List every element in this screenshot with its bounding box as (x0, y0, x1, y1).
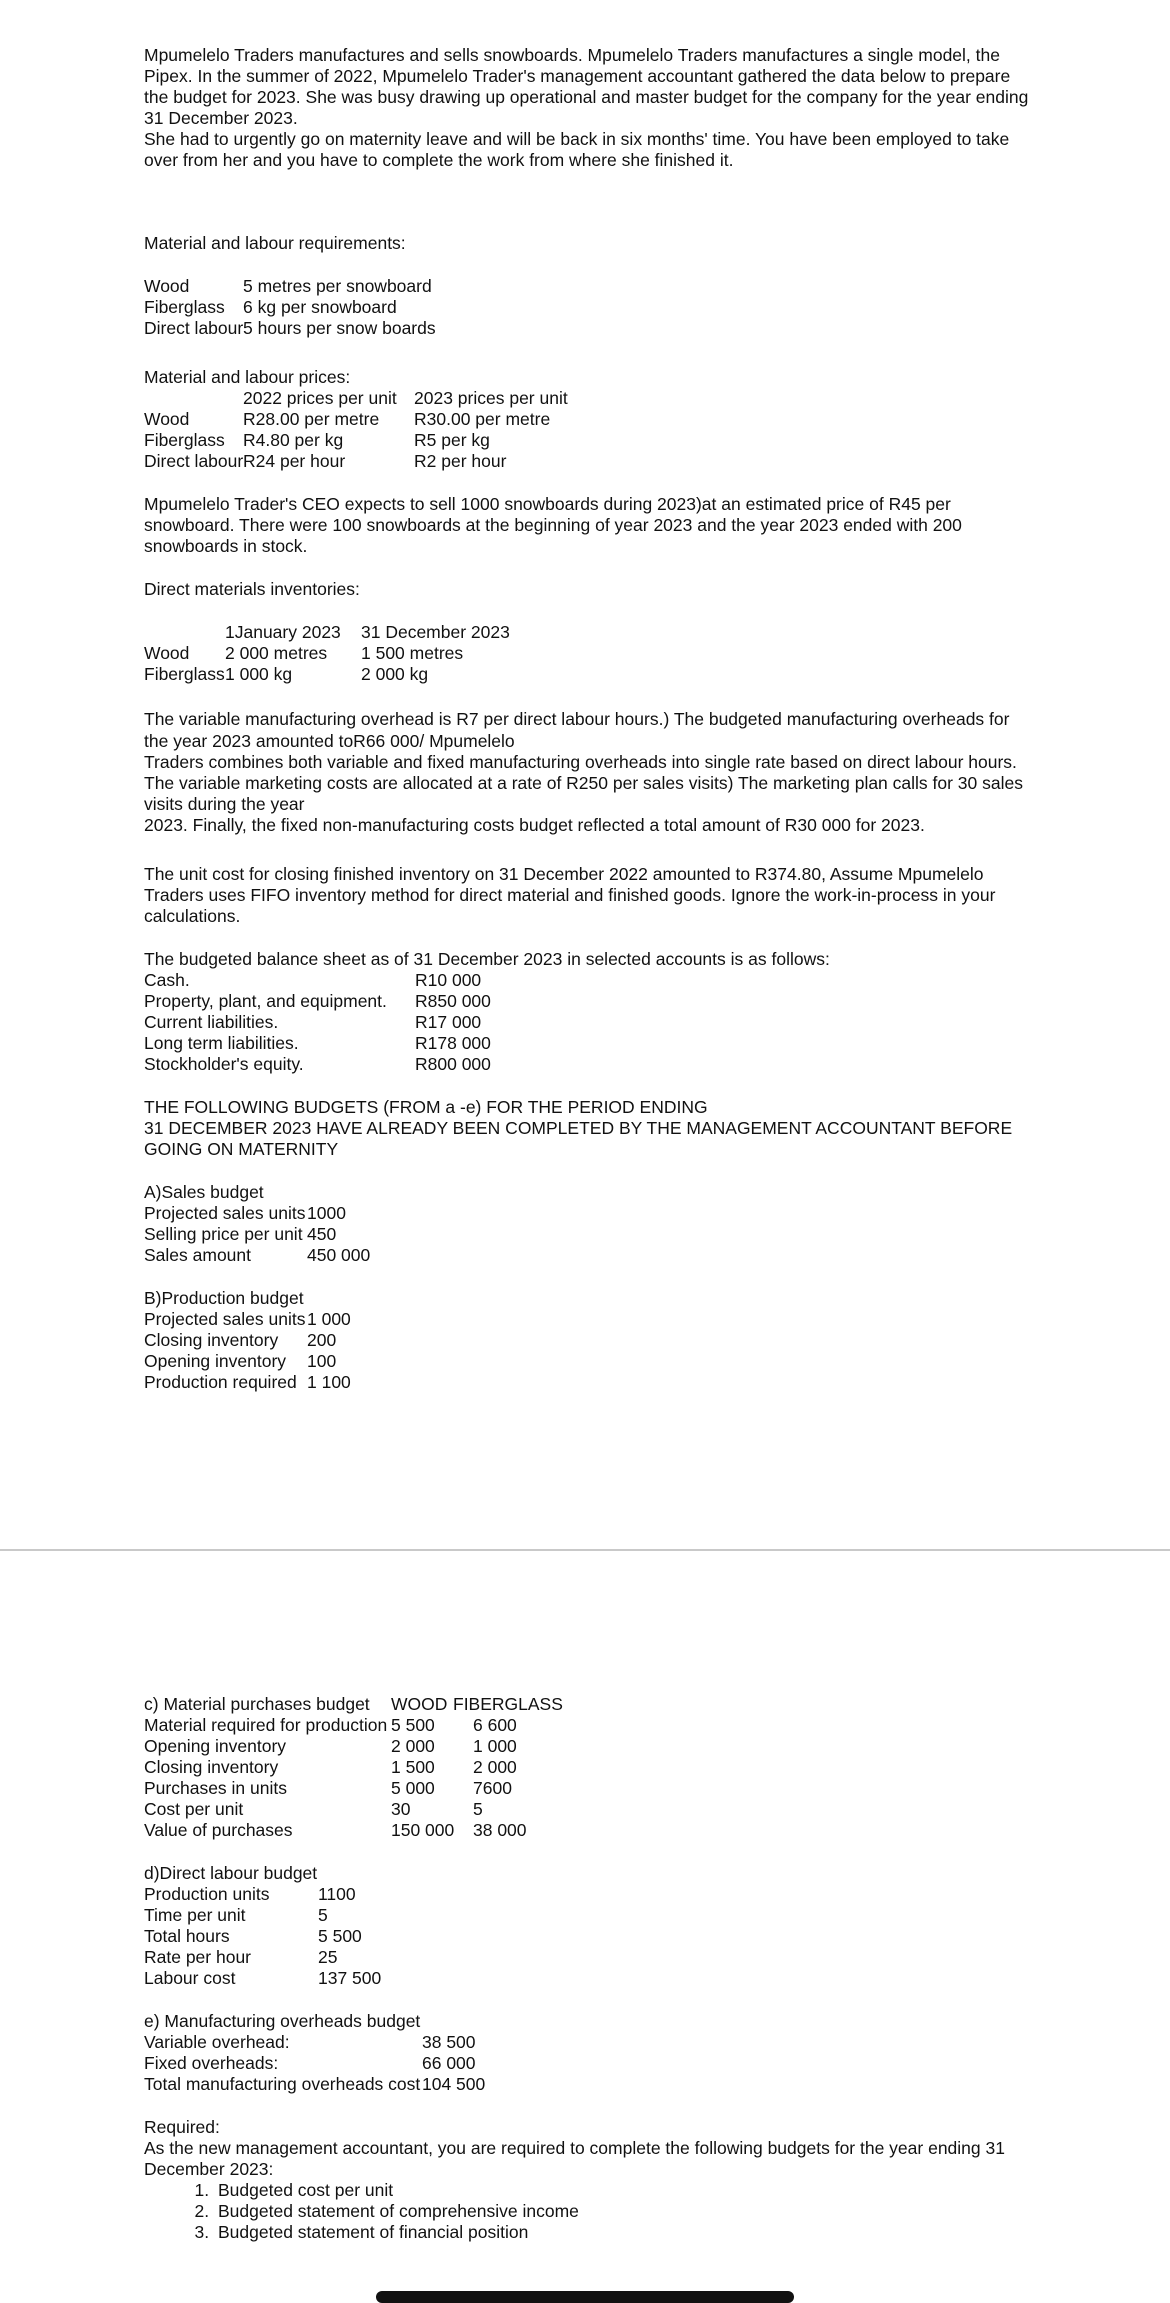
row-value: 1 000 (307, 1309, 351, 1329)
row-value: R178 000 (415, 1033, 491, 1053)
table-row (144, 1778, 1034, 1799)
column-header: FIBERGLASS (453, 1694, 563, 1714)
intro-paragraph-2: She had to urgently go on maternity leave and will be back in six months' time. You have been employed to take over from her and you have to complete the work from where she finished it. (144, 129, 1010, 170)
list-item: 1. Budgeted cost per unit (214, 2180, 1034, 2201)
table-row (144, 1905, 1034, 1926)
required-text: As the new management accountant, you are required to complete the following budgets for the year ending 31 December 2023: (144, 2138, 1005, 2179)
overheads-line: The variable manufacturing overhead is R7 per direct labour hours.) The budgeted manufacturing overheads for (144, 709, 1010, 729)
row-value: 5 500 (318, 1926, 362, 1946)
table-row (144, 1351, 1034, 1372)
row-value: 1100 (318, 1884, 356, 1904)
requirements-title: Material and labour requirements: (144, 233, 406, 253)
column-header: 2023 prices per unit (414, 388, 568, 408)
material-purchases-title: c) Material purchases budget (144, 1694, 370, 1714)
balance-sheet-table (144, 970, 1034, 1075)
table-header-row (144, 622, 1034, 643)
row-value: 2 000 kg (361, 664, 429, 684)
row-label: Closing inventory (144, 1757, 279, 1777)
row-label: Direct labour (144, 451, 244, 471)
table-row (144, 1926, 1034, 1947)
row-value: R28.00 per metre (243, 409, 380, 429)
table-row (144, 991, 1034, 1012)
table-row (144, 297, 1034, 318)
production-budget-table (144, 1309, 1034, 1393)
row-label: Direct labour (144, 318, 244, 338)
column-header: WOOD (391, 1694, 448, 1714)
row-value: R10 000 (415, 970, 482, 990)
page-two (144, 1694, 1034, 2243)
page-divider (0, 1549, 1170, 1551)
row-label: Projected sales units (144, 1203, 306, 1223)
table-row (144, 664, 1034, 685)
row-label: Long term liabilities. (144, 1033, 299, 1053)
row-value: R800 000 (415, 1054, 491, 1074)
column-header: 1January 2023 (225, 622, 341, 642)
row-label: Cost per unit (144, 1799, 244, 1819)
table-row (144, 276, 1034, 297)
row-value: R24 per hour (243, 451, 346, 471)
table-row (144, 1245, 1034, 1266)
row-label: Opening inventory (144, 1351, 287, 1371)
row-label: Rate per hour (144, 1947, 252, 1967)
row-value: 1 000 (473, 1736, 517, 1756)
table-row (144, 2053, 1034, 2074)
table-row (144, 1012, 1034, 1033)
row-value: 5 (473, 1799, 483, 1819)
row-label: Selling price per unit (144, 1224, 303, 1244)
row-value: 1 500 (391, 1757, 435, 1777)
row-value: 1 000 kg (225, 664, 293, 684)
table-row (144, 1372, 1034, 1393)
list-item: 3. Budgeted statement of financial position (214, 2222, 1034, 2243)
table-row (144, 1309, 1034, 1330)
row-label: Stockholder's equity. (144, 1054, 304, 1074)
inventories-title: Direct materials inventories: (144, 579, 360, 599)
production-budget-title: B)Production budget (144, 1288, 304, 1308)
row-label: Current liabilities. (144, 1012, 279, 1032)
row-value: 2 000 metres (225, 643, 328, 663)
row-label: Variable overhead: (144, 2032, 290, 2052)
page-one (144, 45, 1034, 1393)
row-value: 7600 (473, 1778, 512, 1798)
row-value: 5 metres per snowboard (243, 276, 432, 296)
prices-title: Material and labour prices: (144, 367, 351, 387)
row-value: R5 per kg (414, 430, 490, 450)
row-label: Closing inventory (144, 1330, 279, 1350)
row-label: Material required for production (144, 1715, 388, 1735)
row-value: 66 000 (422, 2053, 476, 2073)
row-label: Opening inventory (144, 1736, 287, 1756)
table-header-row (144, 1694, 1034, 1715)
overheads-line: 2023. Finally, the fixed non-manufacturing costs budget reflected a total amount of R30 000 for 2023. (144, 815, 925, 835)
row-label: Wood (144, 276, 190, 296)
row-label: Production required (144, 1372, 297, 1392)
table-row (144, 1330, 1034, 1351)
row-value: 450 000 (307, 1245, 371, 1265)
following-heading: 31 DECEMBER 2023 HAVE ALREADY BEEN COMPLETED BY THE MANAGEMENT ACCOUNTANT BEFORE GOING ON MATERNITY (144, 1118, 1013, 1159)
row-value: 2 000 (391, 1736, 435, 1756)
scroll-handle[interactable] (376, 2291, 794, 2303)
sales-budget-title: A)Sales budget (144, 1182, 264, 1202)
table-row (144, 1224, 1034, 1245)
ceo-paragraph: Mpumelelo Trader's CEO expects to sell 1000 snowboards during 2023)at an estimated price of R45 per snowboard. There were 100 snowboards at the beginning of year 2023 and the year 2023 ended with 200 snowboards in stock. (144, 494, 962, 556)
following-heading: THE FOLLOWING BUDGETS (FROM a -e) FOR THE PERIOD ENDING (144, 1097, 708, 1117)
row-label: Fiberglass (144, 664, 225, 684)
row-label: Production units (144, 1884, 270, 1904)
required-title: Required: (144, 2117, 220, 2137)
material-purchases-table (144, 1694, 1034, 1841)
row-value: 5 (318, 1905, 328, 1925)
row-label: Wood (144, 643, 190, 663)
row-value: 5 hours per snow boards (243, 318, 436, 338)
table-row (144, 1968, 1034, 1989)
row-label: Total hours (144, 1926, 230, 1946)
row-value: 200 (307, 1330, 337, 1350)
row-value: 1000 (307, 1203, 346, 1223)
overheads-line: Traders combines both variable and fixed manufacturing overheads into single rate based on direct labour hours. The variable marketing costs are allocated at a rate of R250 per sales visits) The marketing plan calls for 30 sales visits during the year (144, 752, 1023, 814)
row-value: 100 (307, 1351, 337, 1371)
row-label: Purchases in units (144, 1778, 287, 1798)
row-value: R4.80 per kg (243, 430, 344, 450)
row-value: 5 500 (391, 1715, 435, 1735)
row-value: 1 500 metres (361, 643, 464, 663)
row-label: Fixed overheads: (144, 2053, 279, 2073)
row-value: 150 000 (391, 1820, 455, 1840)
sales-budget-table (144, 1203, 1034, 1266)
table-row (144, 1820, 1034, 1841)
table-row (144, 643, 1034, 664)
table-row (144, 1033, 1034, 1054)
row-label: Sales amount (144, 1245, 252, 1265)
table-row (144, 2074, 1034, 2095)
row-value: 137 500 (318, 1968, 382, 1988)
list-item: 2. Budgeted statement of comprehensive income (214, 2201, 1034, 2222)
column-header: 31 December 2023 (361, 622, 510, 642)
row-value: R850 000 (415, 991, 491, 1011)
mfg-overheads-table (144, 2032, 1034, 2095)
overheads-line: the year 2023 amounted toR66 000/ Mpumelelo (144, 731, 515, 751)
row-value: 1 100 (307, 1372, 351, 1392)
table-row (144, 430, 1034, 451)
balance-sheet-title: The budgeted balance sheet as of 31 December 2023 in selected accounts is as follows: (144, 949, 830, 969)
row-label: Total manufacturing overheads cost (144, 2074, 421, 2094)
row-label: Labour cost (144, 1968, 236, 1988)
inventories-table (144, 622, 1034, 685)
row-value: 38 500 (422, 2032, 476, 2052)
table-row (144, 1203, 1034, 1224)
row-value: R30.00 per metre (414, 409, 551, 429)
row-value: 6 600 (473, 1715, 517, 1735)
row-value: R2 per hour (414, 451, 507, 471)
prices-table (144, 388, 1034, 472)
table-row (144, 1947, 1034, 1968)
row-value: 104 500 (422, 2074, 486, 2094)
row-label: Cash. (144, 970, 190, 990)
mfg-overheads-title: e) Manufacturing overheads budget (144, 2011, 421, 2031)
labour-budget-title: d)Direct labour budget (144, 1863, 318, 1883)
row-label: Projected sales units (144, 1309, 306, 1329)
table-row (144, 318, 1034, 339)
row-label: Value of purchases (144, 1820, 293, 1840)
table-row (144, 1054, 1034, 1075)
unit-cost-paragraph: The unit cost for closing finished inventory on 31 December 2022 amounted to R374.80, Assume Mpumelelo Traders uses FIFO inventory method for direct material and finished goods. Ignore the work-in-process in your calculations. (144, 864, 996, 926)
labour-budget-table (144, 1884, 1034, 1989)
row-value: 25 (318, 1947, 338, 1967)
requirements-table (144, 276, 1034, 339)
row-value: 5 000 (391, 1778, 435, 1798)
column-header: 2022 prices per unit (243, 388, 397, 408)
table-row (144, 451, 1034, 472)
row-value: 38 000 (473, 1820, 527, 1840)
table-row (144, 1736, 1034, 1757)
row-value: 2 000 (473, 1757, 517, 1777)
row-label: Property, plant, and equipment. (144, 991, 387, 1011)
table-row (144, 1799, 1034, 1820)
row-value: 450 (307, 1224, 337, 1244)
table-row (144, 409, 1034, 430)
row-label: Time per unit (144, 1905, 246, 1925)
table-row (144, 1715, 1034, 1736)
row-label: Fiberglass (144, 430, 225, 450)
row-value: R17 000 (415, 1012, 482, 1032)
row-label: Fiberglass (144, 297, 225, 317)
row-value: 30 (391, 1799, 411, 1819)
required-list (144, 2180, 1034, 2243)
row-value: 6 kg per snowboard (243, 297, 397, 317)
table-row (144, 970, 1034, 991)
table-row (144, 2032, 1034, 2053)
table-row (144, 1884, 1034, 1905)
intro-paragraph: Mpumelelo Traders manufactures and sells snowboards. Mpumelelo Traders manufactures a single model, the Pipex. In the summer of 2022, Mpumelelo Trader's management accountant gathered the data below to prepare the budget for 2023. She was busy drawing up operational and master budget for the company for the year ending 31 December 2023. (144, 45, 1029, 128)
row-label: Wood (144, 409, 190, 429)
table-header-row (144, 388, 1034, 409)
table-row (144, 1757, 1034, 1778)
